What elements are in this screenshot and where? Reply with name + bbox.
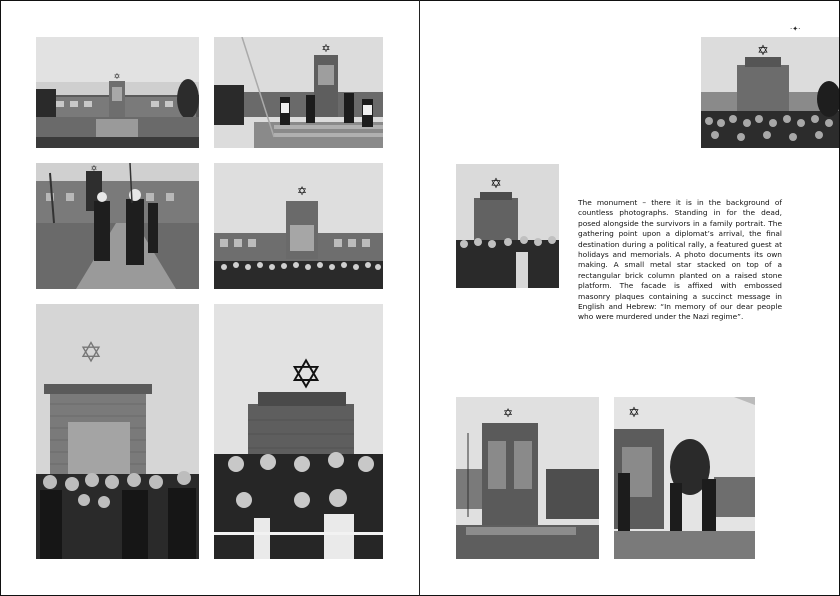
svg-text:✡: ✡ [79, 336, 103, 369]
photo-people-beside-monument [614, 397, 755, 559]
photo-men-monument [214, 304, 383, 559]
photo-crowd-barracks [214, 163, 383, 289]
svg-text:✡: ✡ [490, 176, 502, 192]
svg-text:✡: ✡ [757, 43, 769, 59]
page-corner-mark: ·✦· [790, 25, 801, 33]
photo-monument-barracks [36, 37, 199, 148]
page-gutter [419, 0, 420, 596]
photo-large-crowd [701, 37, 839, 148]
svg-text:✡: ✡ [113, 72, 121, 81]
photo-monument-steps [214, 37, 383, 148]
svg-text:✡: ✡ [296, 184, 308, 198]
photo-men-marching [36, 163, 199, 289]
svg-text:✡: ✡ [502, 406, 514, 420]
photo-family-monument [36, 304, 199, 559]
svg-text:✡: ✡ [628, 405, 640, 421]
svg-text:✡: ✡ [289, 352, 323, 398]
caption-text: The monument – there it is in the background of countless photographs. Standing in for the dead, posed alongside the survivors in a family portrait. The gathering point upon a diplomat’s arrival, the final destination during a political rally, a featured guest at holidays and memorials. A photo documents its own making. A small metal star stacked on top of a rectangular brick column planted on a raised stone platform. The facade is affixed with embossed masonry plaques containing a succinct message in English and Hebrew: “In memory of our dear people who were murdered under the Nazi regime”. [578, 198, 782, 322]
svg-text:✡: ✡ [321, 42, 331, 55]
svg-text:✡: ✡ [90, 164, 98, 173]
photo-group-monument [456, 164, 559, 288]
photo-monument-construction [456, 397, 599, 559]
